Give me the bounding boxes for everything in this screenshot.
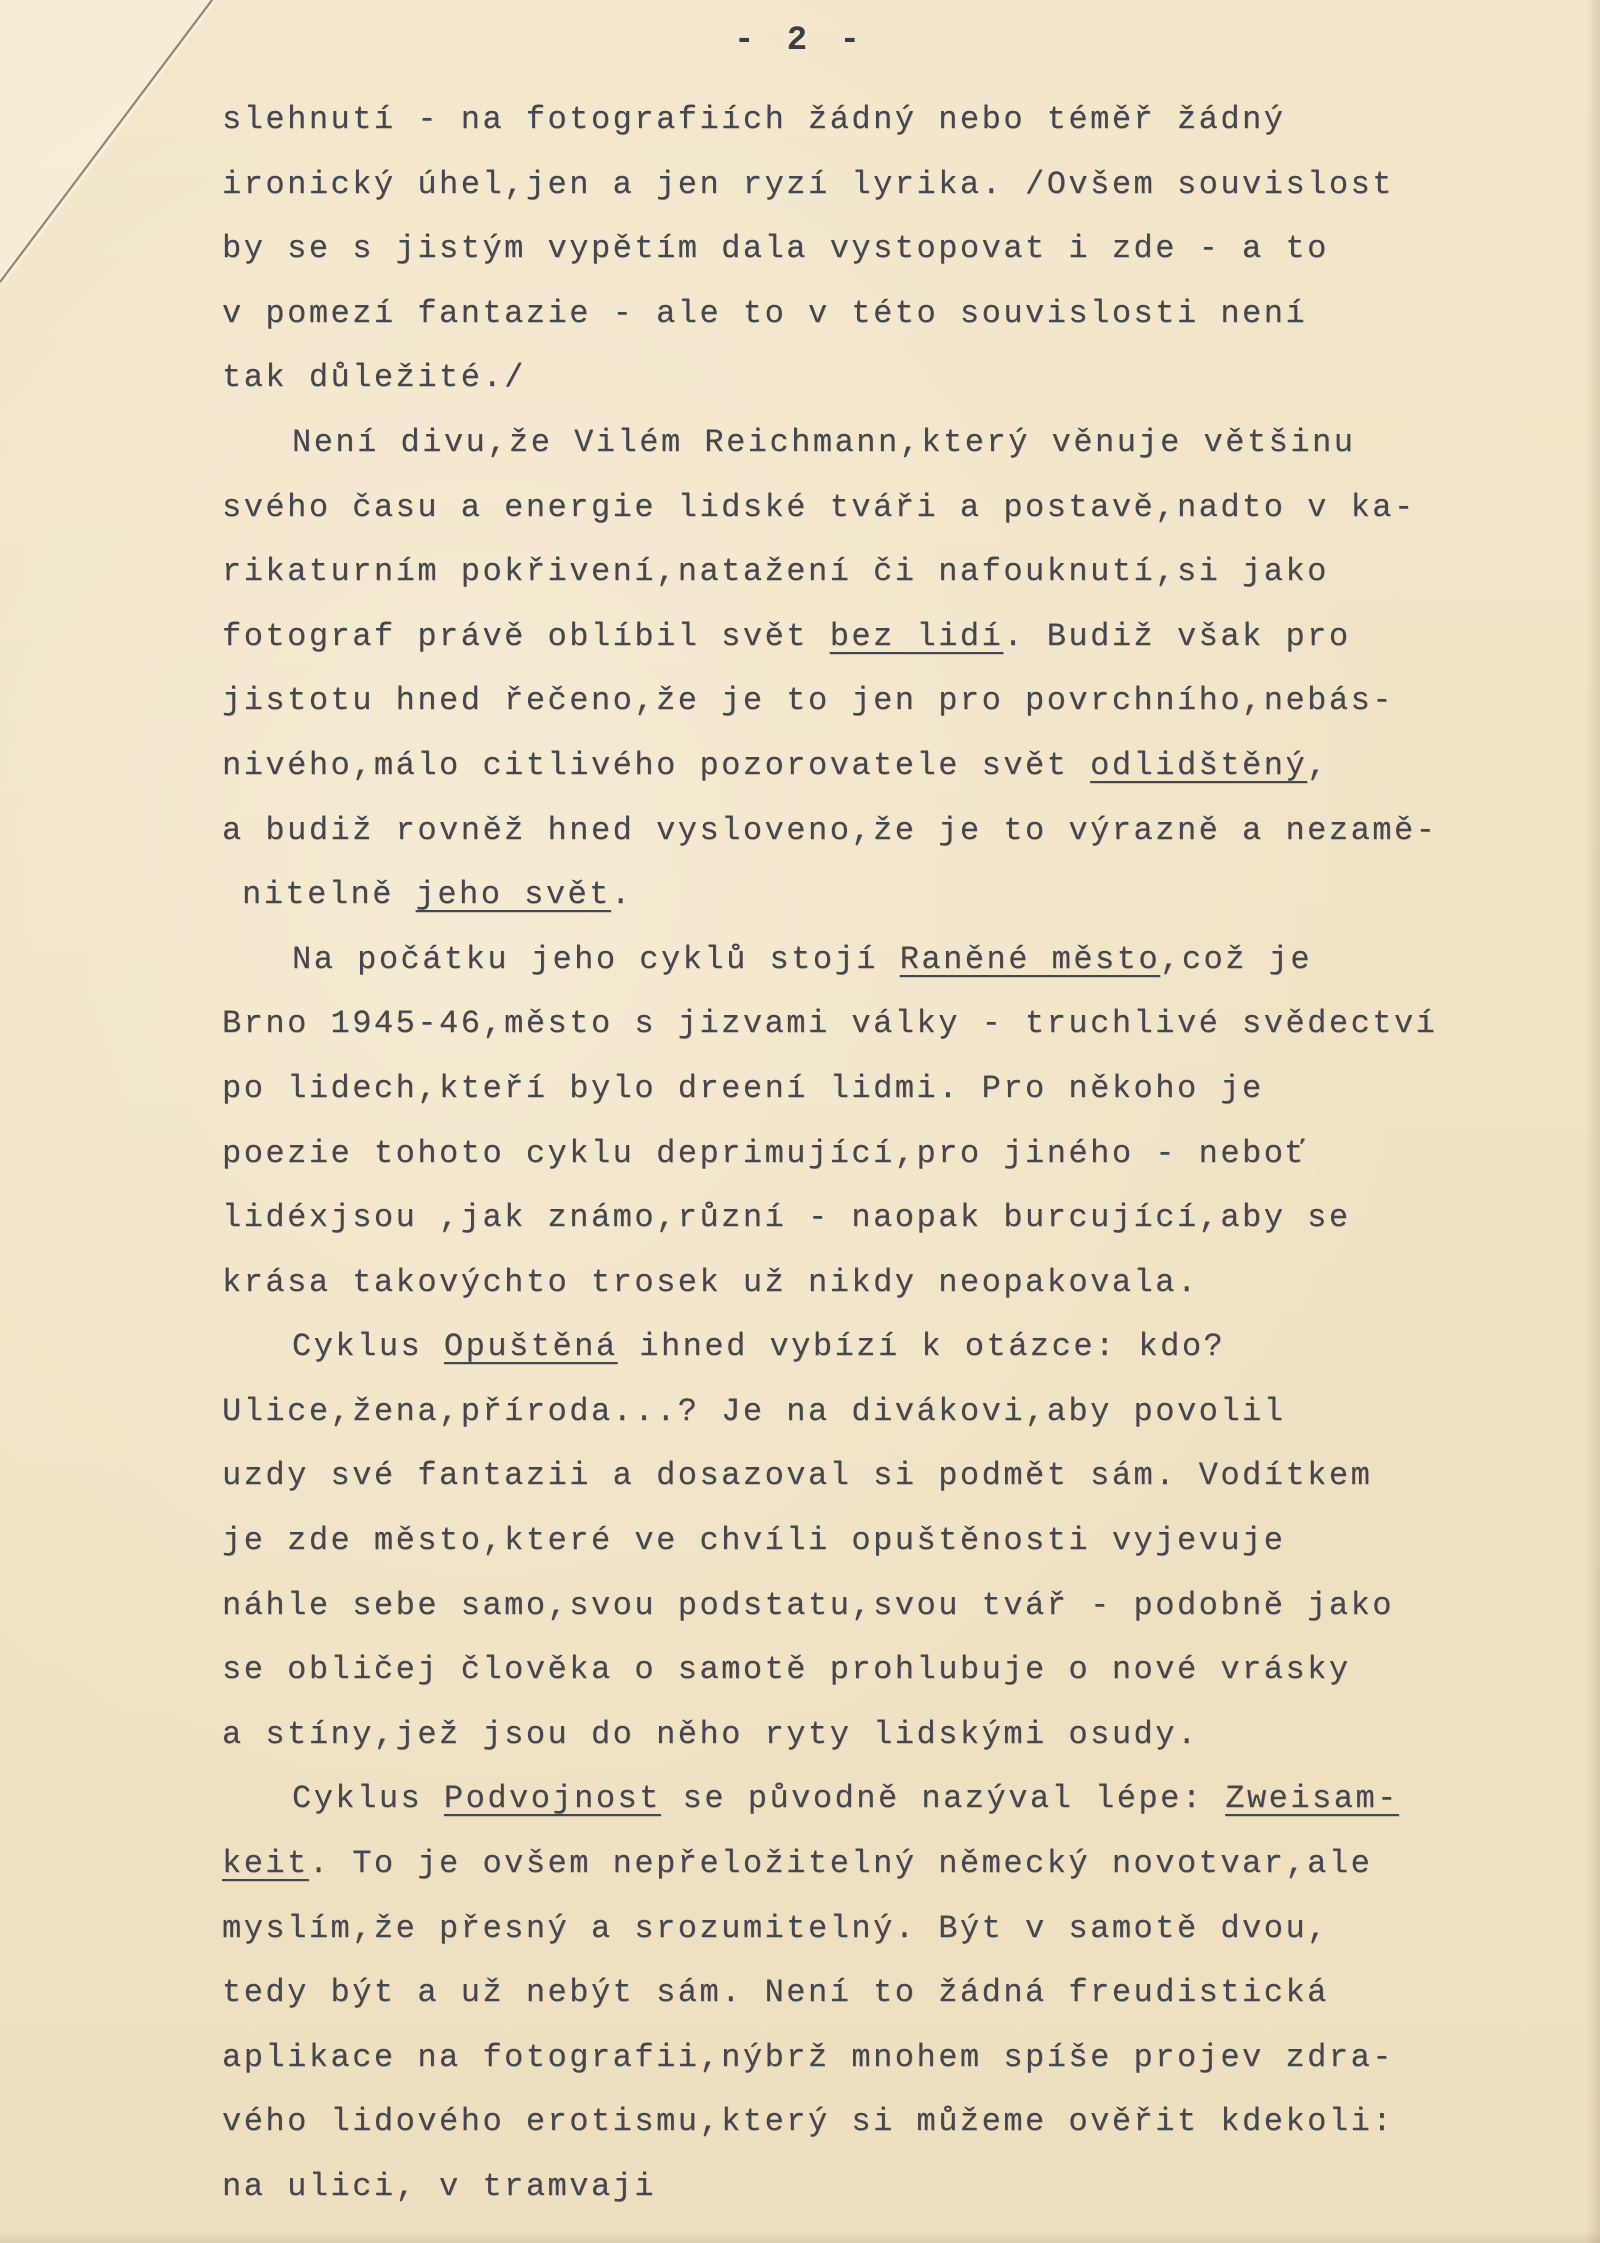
text-line: keit. To je ovšem nepřeložitelný německý novotvar,ale [222, 1845, 1373, 1883]
text-line: jistotu hned řečeno,že je to jen pro povrchního,nebás- [222, 682, 1394, 720]
text-line: Ulice,žena,příroda...? Je na divákovi,aby povolil [222, 1392, 1286, 1430]
text-line: aplikace na fotografii,nýbrž mnohem spíše projev zdra- [222, 2038, 1394, 2076]
text-line: náhle sebe samo,svou podstatu,svou tvář - podobně jako [222, 1586, 1394, 1624]
text-line: je zde město,které ve chvíli opuštěnosti vyjevuje [222, 1522, 1286, 1560]
text-line: po lidech,kteří bylo dreení lidmi. Pro někoho je [222, 1069, 1264, 1107]
underlined-phrase: bez lidí [829, 617, 1004, 655]
underlined-term: keit [222, 1845, 309, 1883]
text-line: by se s jistým vypětím dala vystopovat i zde - a to [222, 230, 1329, 268]
text-line: v pomezí fantazie - ale to v této souvislosti není [222, 294, 1308, 332]
paragraph-start-line: Cyklus Opuštěná ihned vybízí k otázce: kdo? [292, 1328, 1226, 1366]
text-line: ironický úhel,jen a jen ryzí lyrika. /Ovšem souvislost [222, 165, 1394, 203]
page-bottom-edge [0, 2231, 1600, 2243]
paragraph-start-line: Na počátku jeho cyklů stojí Raněné město,což je [292, 940, 1313, 978]
text-line: lidéxjsou ,jak známo,různí - naopak burcující,aby se [222, 1199, 1351, 1237]
body-text [222, 88, 1567, 2220]
text-line: krása takovýchto trosek už nikdy neopakovala. [222, 1263, 1199, 1301]
paragraph-start-line: Cyklus Podvojnost se původně nazýval lépe: Zweisam- [292, 1780, 1399, 1818]
text-line: myslím,že přesný a srozumitelný. Být v samotě dvou, [222, 1909, 1329, 1947]
underlined-title: Opuštěná [443, 1328, 618, 1366]
text-line: na ulici, v tramvaji [222, 2168, 657, 2205]
text-line: se obličej člověka o samotě prohlubuje o nové vrásky [222, 1651, 1351, 1689]
underlined-phrase: jeho svět [415, 876, 611, 914]
underlined-phrase: odlidštěný [1090, 746, 1308, 784]
text-line: rikaturním pokřivení,natažení či nafouknutí,si jako [222, 553, 1329, 591]
text-line: nivého,málo citlivého pozorovatele svět odlidštěný, [222, 746, 1329, 784]
text-line: a budiž rovněž hned vysloveno,že je to výrazně a nezamě- [222, 811, 1438, 849]
text-line: nitelně jeho svět. [242, 876, 633, 914]
text-line: slehnutí - na fotografiích žádný nebo téměř žádný [222, 101, 1286, 138]
text-line: a stíny,jež jsou do něho ryty lidskými osudy. [222, 1715, 1199, 1753]
text-line: fotograf právě oblíbil svět bez lidí. Budiž však pro [222, 617, 1351, 655]
underlined-term: Zweisam- [1225, 1780, 1399, 1818]
underlined-title: Raněné město [899, 940, 1161, 978]
page-edge-shadow [1586, 0, 1600, 2243]
text-line: poezie tohoto cyklu deprimující,pro jiného - neboť [222, 1134, 1308, 1172]
text-line: tedy být a už nebýt sám. Není to žádná freudistická [222, 1974, 1329, 2012]
text-line: tak důležité./ [222, 359, 526, 397]
paragraph-start-line: Není divu,že Vilém Reichmann,který věnuje většinu [292, 423, 1356, 461]
text-line: Brno 1945-46,město s jizvami války - truchlivé svědectví [222, 1005, 1438, 1043]
text-line: vého lidového erotismu,který si můžeme ověřit kdekoli: [222, 2103, 1394, 2141]
underlined-title: Podvojnost [443, 1780, 661, 1818]
page-number: - 2 - [733, 22, 867, 60]
text-line: svého času a energie lidské tváři a postavě,nadto v ka- [222, 488, 1416, 526]
text-line: uzdy své fantazii a dosazoval si podmět sám. Vodítkem [222, 1457, 1373, 1495]
